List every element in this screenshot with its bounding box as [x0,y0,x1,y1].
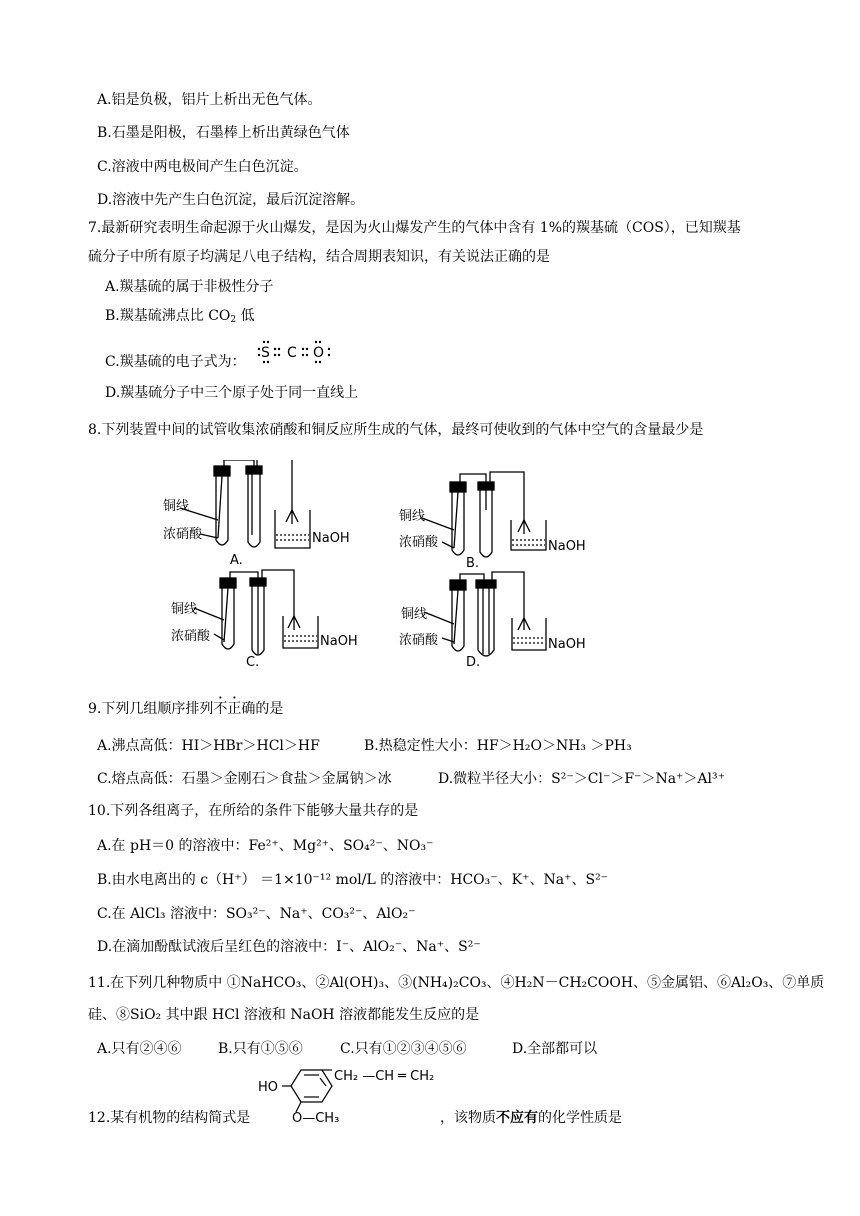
q9-option-b: B.热稳定性大小：HF＞H₂O＞NH₃ ＞PH₃ [364,738,632,754]
q6-option-a: A.铝是负极，铝片上析出无色气体。 [97,92,322,108]
apparatus-b [396,470,606,580]
q9-option-d: D.微粒半径大小：S²⁻＞Cl⁻＞F⁻＞Na⁺＞Al³⁺ [438,771,726,787]
q9-option-a: A.沸点高低：HI＞HBr＞HCl＞HF [97,738,320,754]
q11-stem-line1: 11.在下列几种物质中 ①NaHCO₃、②Al(OH)₃、③(NH₄)₂CO₃、④H₂N－CH₂COOH、⑤金属铝、⑥Al₂O₃、⑦单质 [88,975,825,991]
copper-label: 铜线 [399,509,426,524]
apparatus-c [168,568,378,678]
acid-label: 浓硝酸 [163,527,203,542]
q10-stem: 10.下列各组离子，在所给的条件下能够大量共存的是 [88,803,419,819]
apparatus-letter: D. [466,655,481,670]
q6-option-d: D.溶液中先产生白色沉淀，最后沉淀溶解。 [97,192,365,208]
naoh-label: NaOH [312,531,350,546]
q11-option-b: B.只有①⑤⑥ [218,1041,303,1057]
q12-stem-pre: 12.某有机物的结构简式是 [88,1110,251,1126]
apparatus-a [160,460,370,570]
q11-option-c: C.只有①②③④⑤⑥ [340,1041,467,1057]
acid-label: 浓硝酸 [399,535,439,550]
apparatus-d [396,568,606,678]
electron-formula-o: O [313,345,325,361]
q9-option-c: C.熔点高低：石墨＞金刚石＞食盐＞金属钠＞冰 [97,771,392,787]
q7-option-c: C.羰基硫的电子式为： [105,354,246,370]
q6-option-b: B.石墨是阳极，石墨棒上析出黄绿色气体 [97,125,350,141]
naoh-label: NaOH [320,634,358,649]
acid-label: 浓硝酸 [399,633,439,648]
q10-option-d: D.在滴加酚酞试液后呈红色的溶液中：I⁻、AlO₂⁻、Na⁺、S²⁻ [97,939,481,955]
naoh-label: NaOH [548,637,586,652]
q11-option-a: A.只有②④⑥ [97,1041,182,1057]
q9-stem: 9.下列几组顺序排列不正确的是 [88,701,284,717]
structure-och3: O—CH₃ [292,1111,340,1126]
structure-ho: HO [258,1080,279,1095]
apparatus-letter: A. [230,553,243,568]
q12-stem-post: ，该物质不应有的化学性质是 [440,1110,622,1126]
q11-stem-line2: 硅、⑧SiO₂ 其中跟 HCl 溶液和 NaOH 溶液都能发生反应的是 [88,1007,480,1023]
q10-option-a: A.在 pH＝0 的溶液中：Fe²⁺、Mg²⁺、SO₄²⁻、NO₃⁻ [97,838,434,854]
q7-option-a: A.羰基硫的属于非极性分子 [105,279,274,295]
q7-stem-line2: 硫分子中所有原子均满足八电子结构，结合周期表知识，有关说法正确的是 [88,249,550,265]
copper-label: 铜线 [401,607,428,622]
naoh-label: NaOH [548,539,586,554]
q7-option-d: D.羰基硫分子中三个原子处于同一直线上 [105,385,359,401]
q6-option-c: C.溶液中两电极间产生白色沉淀。 [97,159,308,175]
apparatus-letter: B. [466,556,480,571]
q10-option-b: B.由水电离出的 c（H⁺） ＝1×10⁻¹² mol/L 的溶液中：HCO₃⁻、K⁺、Na⁺、S²⁻ [97,872,609,888]
acid-label: 浓硝酸 [171,629,211,644]
electron-formula-c: C [287,345,297,361]
q7-option-b: B.羰基硫沸点比 $CO_2$ 低 [105,308,255,325]
q7-stem-line1: 7.最新研究表明生命起源于火山爆发，是因为火山爆发产生的气体中含有 1%的羰基硫（COS），已知羰基 [88,220,741,236]
cos-electron-formula [256,334,340,368]
copper-label: 铜线 [163,499,190,514]
q8-stem: 8.下列装置中间的试管收集浓硝酸和铜反应所生成的气体，最终可使收到的气体中空气的含量最少是 [88,422,704,438]
organic-structure [256,1066,446,1128]
q10-option-c: C.在 AlCl₃ 溶液中：SO₃²⁻、Na⁺、CO₃²⁻、AlO₂⁻ [97,906,416,922]
apparatus-letter: C. [246,655,260,670]
structure-chain: CH₂ —CH ═ CH₂ [334,1069,435,1084]
electron-formula-s: S [261,345,270,361]
copper-label: 铜线 [171,602,198,617]
q11-option-d: D.全部都可以 [512,1041,598,1057]
